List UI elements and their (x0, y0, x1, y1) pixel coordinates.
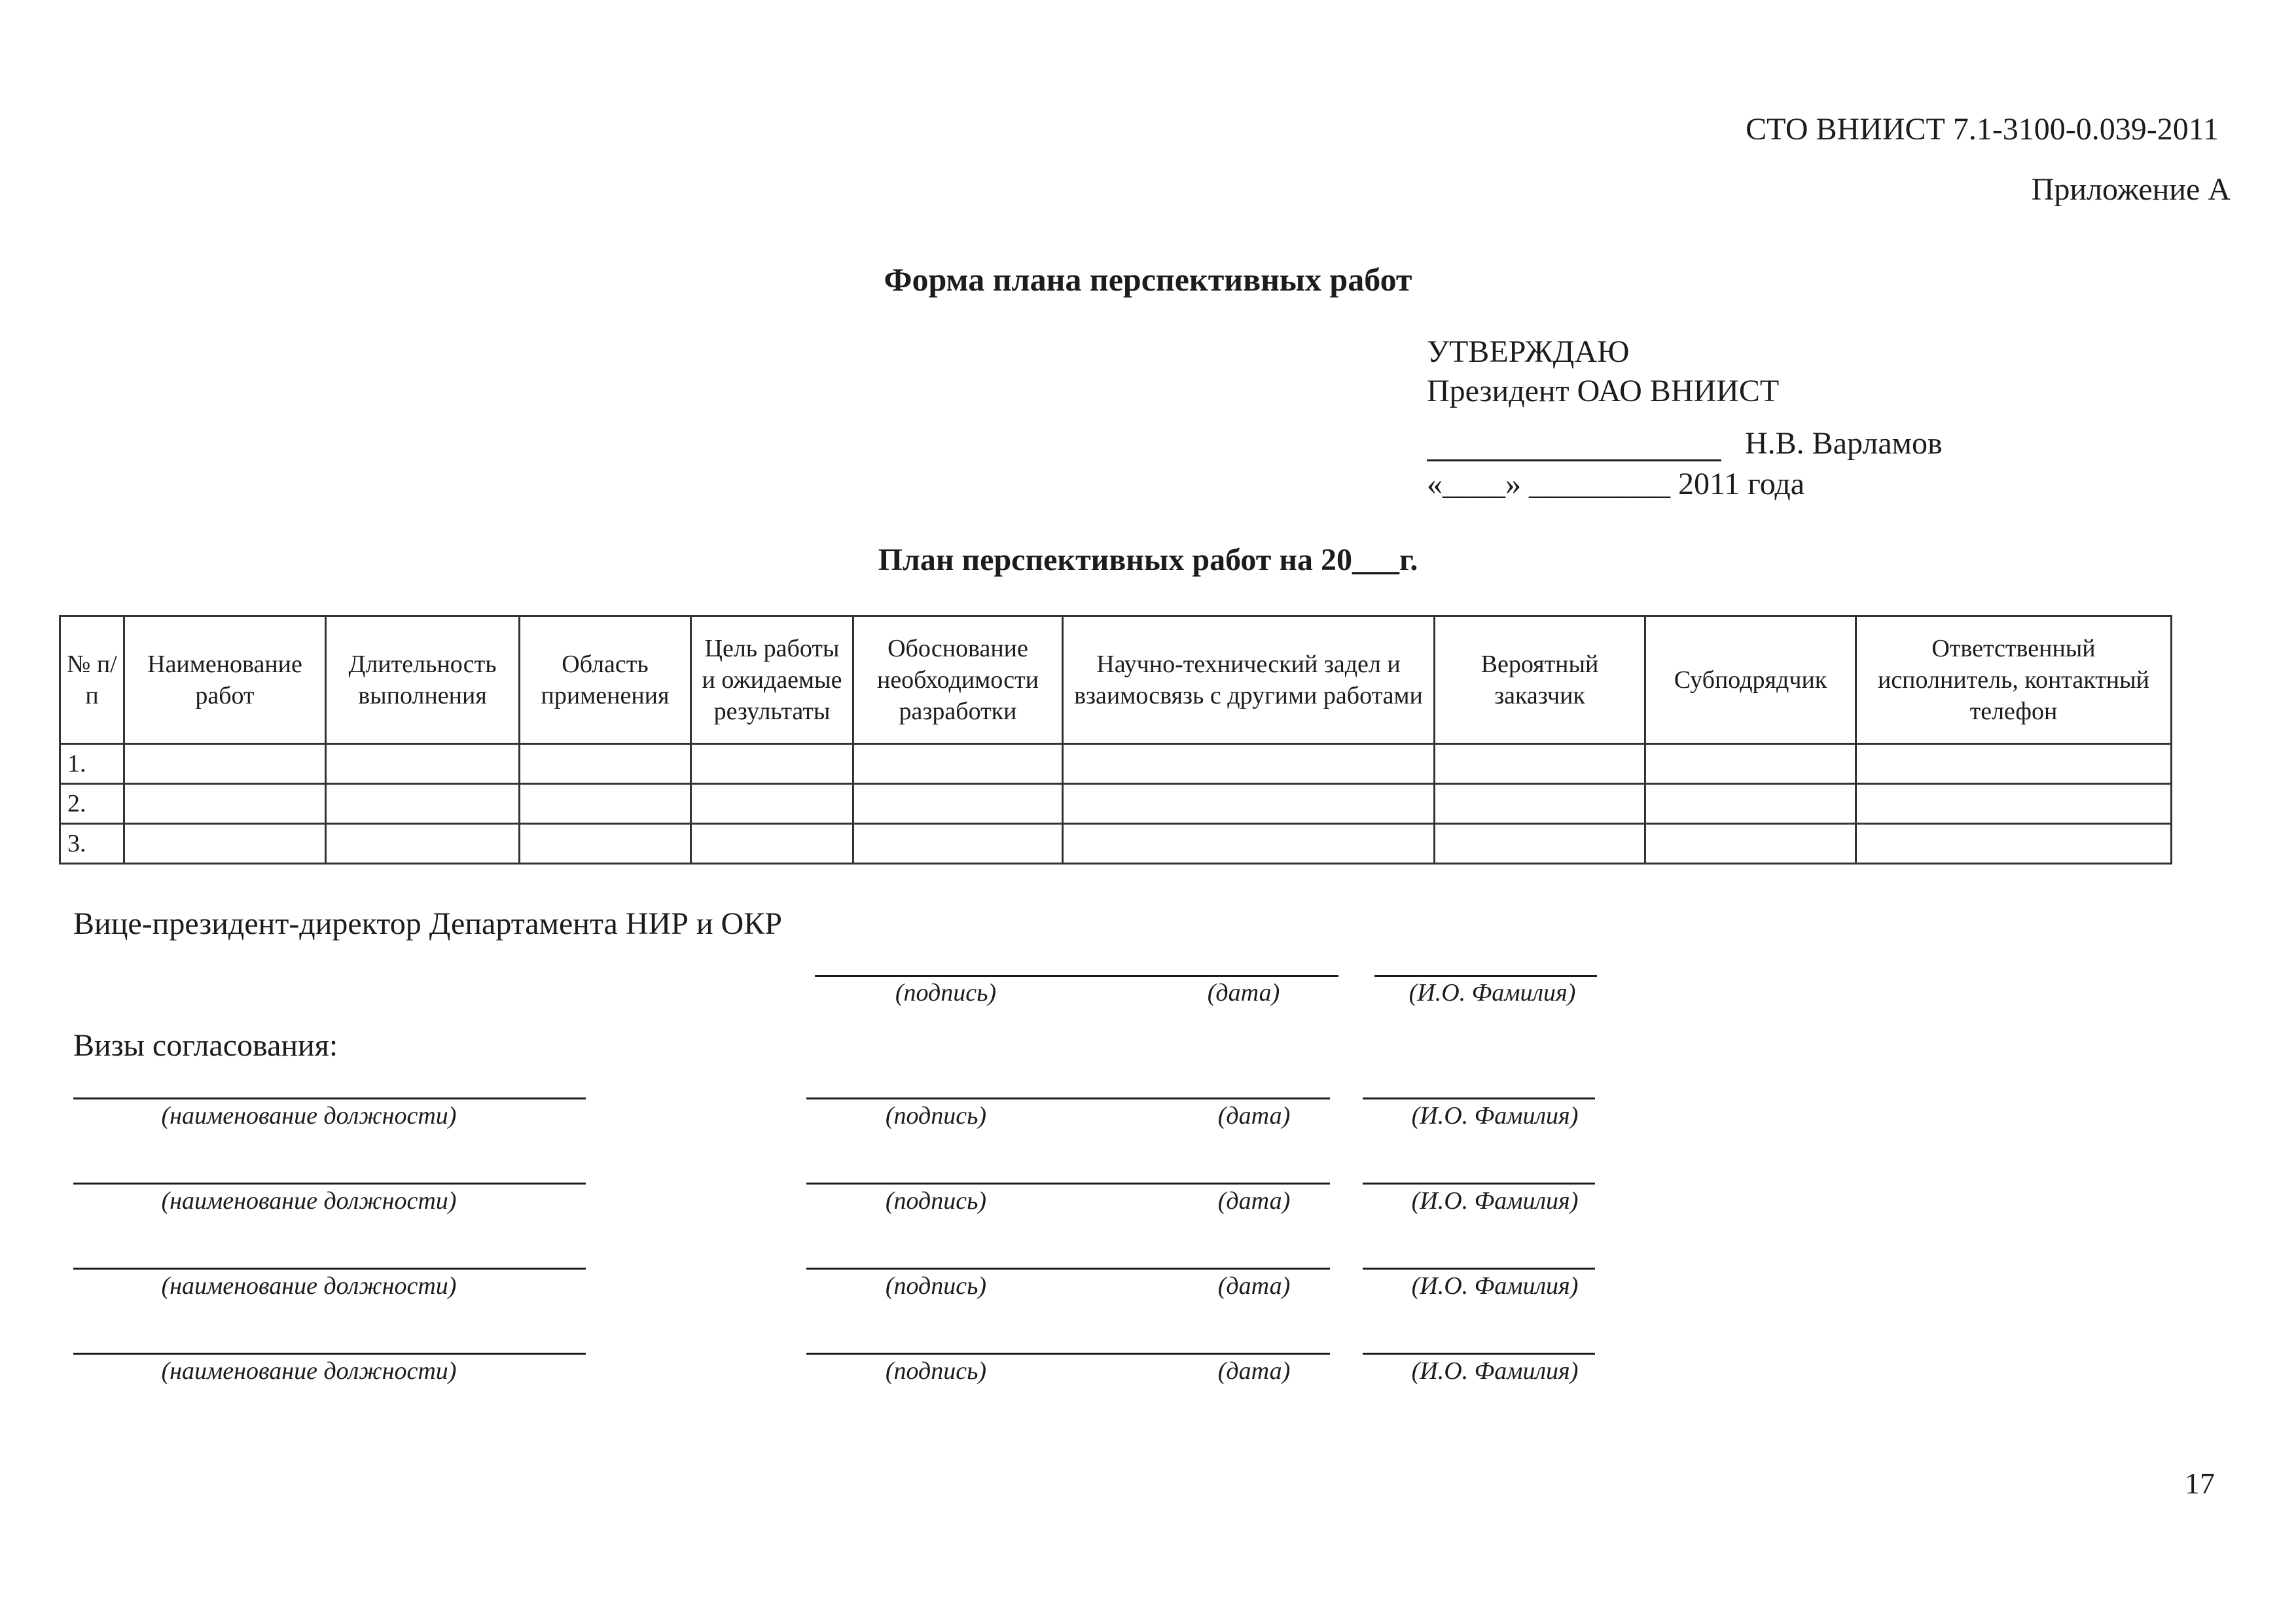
visa-signature-line (806, 1183, 1330, 1185)
column-header-goal: Цель работы и ожидаемые результаты (691, 616, 853, 744)
column-header-scientific-basis: Научно-технический задел и взаимосвязь с другими работами (1063, 616, 1435, 744)
table-cell (1645, 824, 1856, 864)
visa-position-line (73, 1268, 586, 1270)
document-code: СТО ВНИИСТ 7.1-3100-0.039-2011 (1746, 112, 2219, 147)
table-cell (1435, 824, 1645, 864)
visa-date-caption: (дата) (1217, 1102, 1291, 1130)
table-cell (853, 784, 1063, 824)
row-number: 1. (60, 744, 124, 784)
table-cell (326, 744, 520, 784)
vice-president-date-caption: (дата) (1207, 979, 1280, 1007)
visa-signature-caption: (подпись) (885, 1357, 987, 1385)
approval-date: «____» _________ 2011 года (1427, 467, 1805, 501)
table-cell (1063, 824, 1435, 864)
approval-word: УТВЕРЖДАЮ (1427, 334, 1630, 369)
table-row (60, 744, 2172, 784)
approval-block (1427, 332, 1779, 411)
vice-president-signature-caption: (подпись) (895, 979, 997, 1007)
visa-signature-caption: (подпись) (885, 1102, 987, 1130)
table-cell (1063, 744, 1435, 784)
visa-signature-caption: (подпись) (885, 1272, 987, 1300)
table-cell (1645, 744, 1856, 784)
table-cell (853, 824, 1063, 864)
table-cell (691, 824, 853, 864)
approval-position: Президент ОАО ВНИИСТ (1427, 374, 1780, 408)
table-cell (124, 784, 326, 824)
visa-name-line (1363, 1268, 1595, 1270)
table-cell (853, 744, 1063, 784)
vice-president-signature-line (815, 975, 1338, 977)
visa-position-line (73, 1353, 586, 1355)
table-row (60, 784, 2172, 824)
column-header-application-area: Область применения (520, 616, 691, 744)
visa-name-caption: (И.О. Фамилия) (1411, 1272, 1579, 1300)
visa-position-caption: (наименование должности) (161, 1187, 457, 1215)
visa-position-line (73, 1183, 586, 1185)
table-cell (1856, 744, 2172, 784)
approval-signature-row (1427, 425, 1943, 461)
visa-signature-caption: (подпись) (885, 1187, 987, 1215)
visa-date-caption: (дата) (1217, 1272, 1291, 1300)
approval-name: Н.В. Варламов (1745, 426, 1943, 461)
page-number: 17 (2185, 1467, 2215, 1500)
visa-signature-line (806, 1268, 1330, 1270)
table-cell (520, 744, 691, 784)
table-cell (520, 784, 691, 824)
table-cell (1856, 784, 2172, 824)
visa-name-line (1363, 1097, 1595, 1099)
column-header-justification: Обоснование необходимости разработки (853, 616, 1063, 744)
table-cell (1063, 784, 1435, 824)
table-cell (1435, 784, 1645, 824)
column-header-responsible: Ответственный исполнитель, контактный телефон (1856, 616, 2172, 744)
table-cell (691, 744, 853, 784)
vice-president-label: Вице-президент-директор Департамента НИР и ОКР (73, 906, 782, 941)
table-cell (124, 824, 326, 864)
visa-name-line (1363, 1183, 1595, 1185)
column-header-duration: Длительность выполнения (326, 616, 520, 744)
visa-name-caption: (И.О. Фамилия) (1411, 1187, 1579, 1215)
approval-signature-line (1427, 433, 1721, 461)
vice-president-name-line (1374, 975, 1597, 977)
table-cell (326, 784, 520, 824)
visa-date-caption: (дата) (1217, 1357, 1291, 1385)
table-cell (124, 744, 326, 784)
visa-date-caption: (дата) (1217, 1187, 1291, 1215)
visa-position-line (73, 1097, 586, 1099)
visa-signature-line (806, 1097, 1330, 1099)
table-cell (520, 824, 691, 864)
visa-name-caption: (И.О. Фамилия) (1411, 1102, 1579, 1130)
column-header-customer: Вероятный заказчик (1435, 616, 1645, 744)
visa-position-caption: (наименование должности) (161, 1102, 457, 1130)
visa-position-caption: (наименование должности) (161, 1272, 457, 1300)
column-header-number: № п/п (60, 616, 124, 744)
appendix-label: Приложение А (2031, 172, 2231, 207)
table-cell (1435, 744, 1645, 784)
row-number: 2. (60, 784, 124, 824)
visa-position-caption: (наименование должности) (161, 1357, 457, 1385)
table-cell (326, 824, 520, 864)
visa-signature-line (806, 1353, 1330, 1355)
visa-name-line (1363, 1353, 1595, 1355)
table-cell (691, 784, 853, 824)
plan-title: План перспективных работ на 20___г. (878, 543, 1418, 577)
visa-name-caption: (И.О. Фамилия) (1411, 1357, 1579, 1385)
vice-president-name-caption: (И.О. Фамилия) (1408, 979, 1576, 1007)
column-header-work-name: Наименование работ (124, 616, 326, 744)
column-header-subcontractor: Субподрядчик (1645, 616, 1856, 744)
form-title: Форма плана перспективных работ (884, 261, 1412, 298)
table-cell (1856, 824, 2172, 864)
row-number: 3. (60, 824, 124, 864)
table-cell (1645, 784, 1856, 824)
table-row (60, 824, 2172, 864)
visas-label: Визы согласования: (73, 1028, 338, 1063)
plan-table (59, 615, 2172, 865)
table-header-row (60, 616, 2172, 744)
